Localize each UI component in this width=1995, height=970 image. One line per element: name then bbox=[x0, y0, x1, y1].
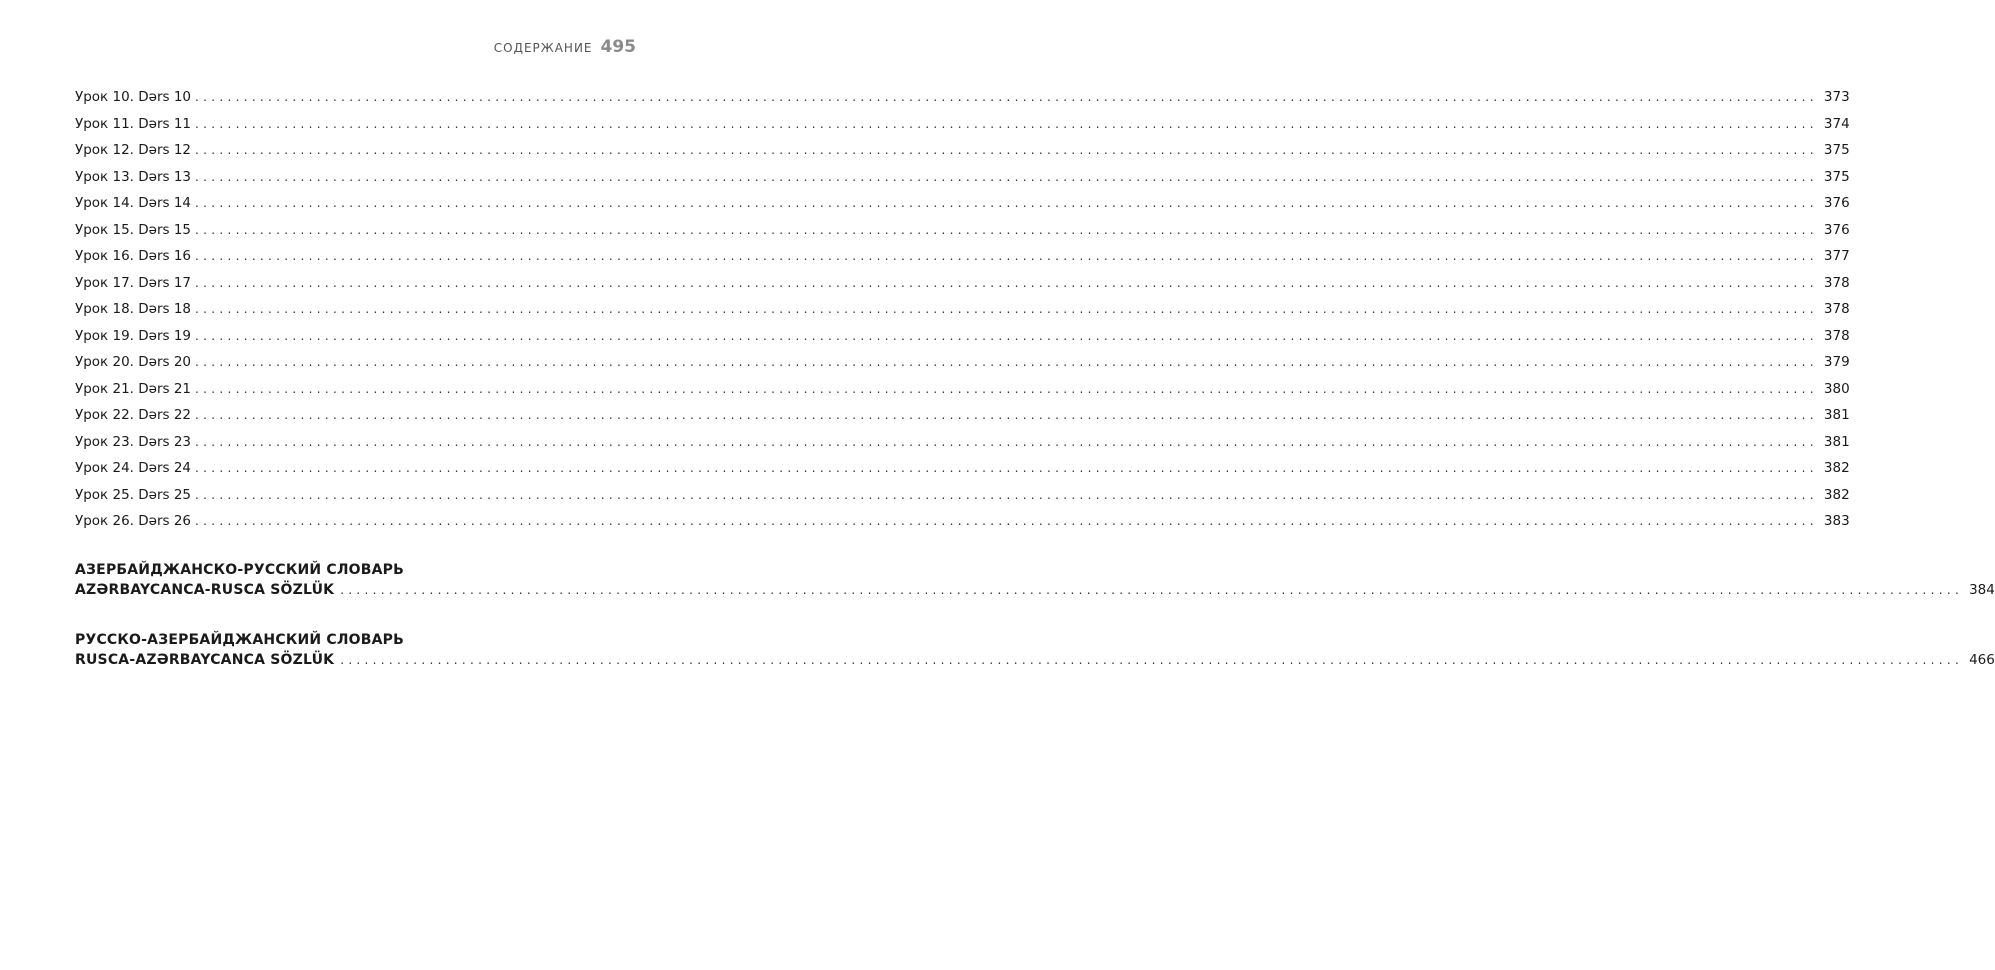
dot-leader: ........................................................................................................................................................................................................ bbox=[195, 196, 1818, 210]
toc-entry-label: Урок 21. Dərs 21 bbox=[75, 380, 192, 397]
toc-entry-label: Урок 19. Dərs 19 bbox=[75, 327, 192, 344]
toc-entry[interactable] bbox=[75, 195, 1850, 222]
dot-leader: ........................................................................................................................................................................................................ bbox=[195, 355, 1818, 369]
toc-entry[interactable] bbox=[75, 274, 1850, 302]
toc-entry[interactable] bbox=[75, 89, 1850, 116]
toc-entry-page: 378 bbox=[1823, 274, 1850, 291]
dot-leader: ........................................................................................................................................................................................................ bbox=[195, 514, 1818, 528]
dot-leader: ........................................................................................................................................................................................................ bbox=[195, 302, 1818, 316]
toc-entry[interactable] bbox=[75, 221, 1850, 249]
toc-entry[interactable] bbox=[75, 486, 1850, 514]
dot-leader: ........................................................................................................................................................................................................ bbox=[195, 434, 1818, 449]
toc-entry-label: Урок 22. Dərs 22 bbox=[75, 407, 192, 423]
toc-entry-page: 376 bbox=[1823, 221, 1850, 238]
toc-entry-label: Урок 14. Dərs 14 bbox=[75, 195, 192, 211]
toc-entry-page: 377 bbox=[1823, 248, 1850, 264]
toc-entry[interactable] bbox=[75, 354, 1850, 381]
section-page: 466 bbox=[1969, 652, 1995, 668]
dot-leader: ........................................................................................................................................................................................................ bbox=[195, 328, 1818, 343]
toc-entry-page: 375 bbox=[1823, 142, 1850, 158]
toc-entry[interactable] bbox=[75, 513, 1850, 540]
toc-entry[interactable] bbox=[75, 301, 1850, 328]
toc-entry-label: Урок 25. Dərs 25 bbox=[75, 486, 192, 503]
running-header bbox=[494, 37, 636, 57]
toc-section-ru-az[interactable] bbox=[75, 630, 1995, 670]
toc-section-az-ru[interactable] bbox=[75, 560, 1995, 600]
toc-entry[interactable] bbox=[75, 460, 1850, 487]
toc-entry-label: Урок 23. Dərs 23 bbox=[75, 433, 192, 450]
dot-leader: ........................................................................................................................................................................................................ bbox=[195, 143, 1818, 157]
toc-entry-page: 381 bbox=[1823, 407, 1850, 423]
toc-entry-page: 379 bbox=[1823, 354, 1850, 370]
section-title-line2: AZƏRBAYCANCA-RUSCA SÖZLÜK bbox=[75, 582, 335, 598]
page-number: 495 bbox=[600, 37, 636, 57]
toc-entry[interactable] bbox=[75, 168, 1850, 196]
toc-entry[interactable] bbox=[75, 380, 1850, 408]
dot-leader: ........................................................................................................................................................................................................ bbox=[195, 275, 1818, 290]
toc-entry-label: Урок 16. Dərs 16 bbox=[75, 248, 192, 264]
header-label: СОДЕРЖАНИЕ bbox=[493, 41, 593, 55]
toc-entry-page: 374 bbox=[1823, 115, 1850, 132]
toc-entry-label: Урок 10. Dərs 10 bbox=[75, 89, 192, 105]
dot-leader: ........................................................................................................................................................................................................ bbox=[195, 461, 1818, 475]
toc-entry-label: Урок 15. Dərs 15 bbox=[75, 221, 192, 238]
dot-leader: ........................................................................................................................................................................................................ bbox=[195, 116, 1818, 131]
toc-entry-label: Урок 18. Dərs 18 bbox=[75, 301, 192, 317]
dot-leader: ........................................................................................................................................................................................................ bbox=[195, 90, 1818, 104]
toc-entry[interactable] bbox=[75, 407, 1850, 434]
toc-entry-label: Урок 13. Dərs 13 bbox=[75, 168, 192, 185]
toc-lessons-list bbox=[75, 89, 1850, 540]
toc-entry-label: Урок 12. Dərs 12 bbox=[75, 142, 192, 158]
section-title-line1: АЗЕРБАЙДЖАНСКО-РУССКИЙ СЛОВАРЬ bbox=[75, 562, 405, 578]
toc-entry-page: 380 bbox=[1823, 380, 1850, 397]
toc-entry-page: 376 bbox=[1823, 195, 1850, 211]
toc-entry[interactable] bbox=[75, 433, 1850, 461]
section-title-line2: RUSCA-AZƏRBAYCANCA SÖZLÜK bbox=[75, 652, 335, 668]
toc-entry-label: Урок 20. Dərs 20 bbox=[75, 354, 192, 370]
toc-entry[interactable] bbox=[75, 248, 1850, 275]
dot-leader: ........................................................................................................................................................................................................ bbox=[195, 169, 1818, 184]
toc-entry-label: Урок 11. Dərs 11 bbox=[75, 115, 192, 132]
dot-leader: ........................................................................................................................................................................................................ bbox=[195, 249, 1818, 263]
toc-entry-page: 382 bbox=[1823, 460, 1850, 476]
toc-entry-label: Урок 17. Dərs 17 bbox=[75, 274, 192, 291]
toc-entry-page: 382 bbox=[1823, 486, 1850, 503]
toc-entry-page: 383 bbox=[1823, 513, 1850, 529]
dot-leader: ........................................................................................................................................................................................................ bbox=[340, 653, 1964, 667]
toc-entry-page: 373 bbox=[1823, 89, 1850, 105]
toc-entry-page: 375 bbox=[1823, 168, 1850, 185]
toc-entry[interactable] bbox=[75, 142, 1850, 169]
dot-leader: ........................................................................................................................................................................................................ bbox=[340, 583, 1964, 597]
toc-entry-page: 378 bbox=[1823, 327, 1850, 344]
toc-entry-label: Урок 26. Dərs 26 bbox=[75, 513, 192, 529]
section-page: 384 bbox=[1969, 582, 1995, 598]
toc-entry-page: 378 bbox=[1823, 301, 1850, 317]
toc-entry[interactable] bbox=[75, 115, 1850, 143]
dot-leader: ........................................................................................................................................................................................................ bbox=[195, 408, 1818, 422]
toc-entry-page: 381 bbox=[1823, 433, 1850, 450]
toc-entry-label: Урок 24. Dərs 24 bbox=[75, 460, 192, 476]
dot-leader: ........................................................................................................................................................................................................ bbox=[195, 487, 1818, 502]
toc-entry[interactable] bbox=[75, 327, 1850, 355]
dot-leader: ........................................................................................................................................................................................................ bbox=[195, 381, 1818, 396]
section-title-line1: РУССКО-АЗЕРБАЙДЖАНСКИЙ СЛОВАРЬ bbox=[75, 632, 405, 648]
dot-leader: ........................................................................................................................................................................................................ bbox=[195, 222, 1818, 237]
